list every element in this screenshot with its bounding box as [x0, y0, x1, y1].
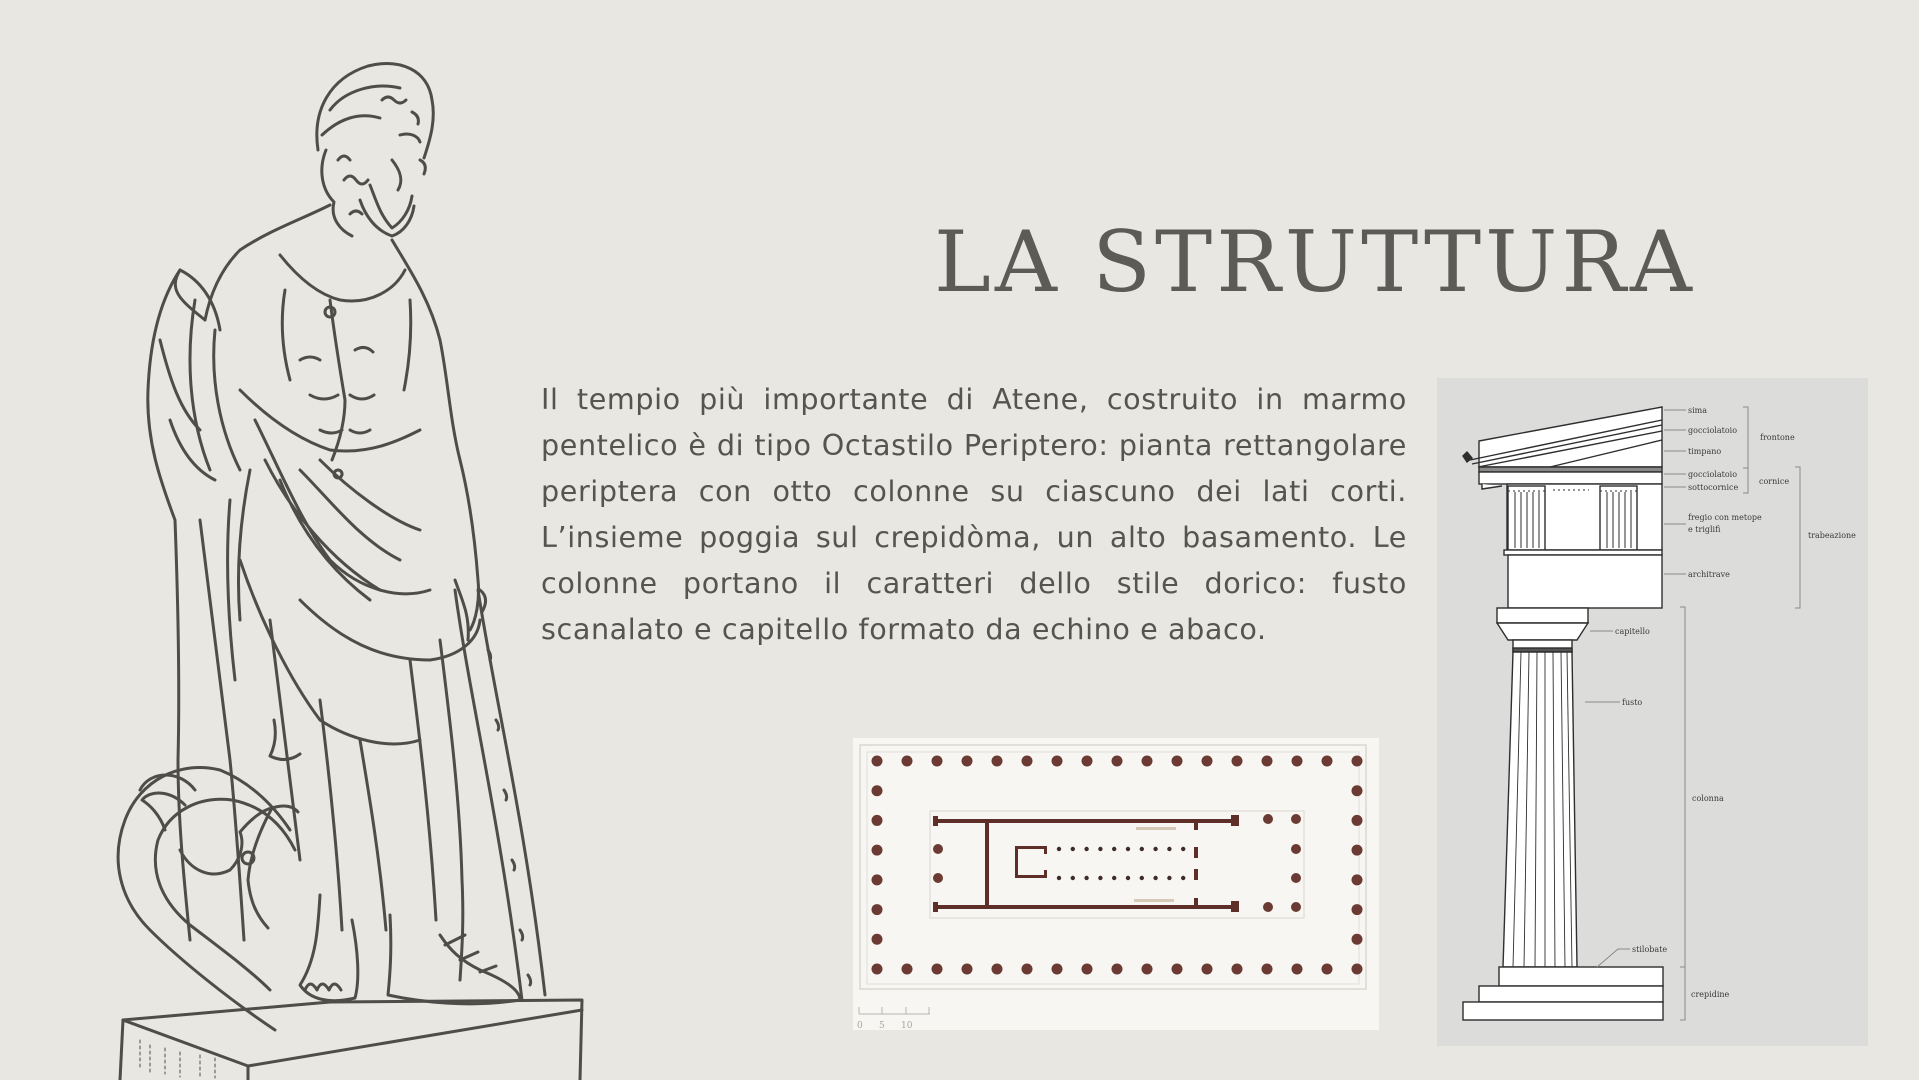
label-timpano: timpano — [1688, 447, 1722, 456]
statue-feet — [300, 895, 520, 1004]
label-capitello: capitello — [1615, 627, 1650, 636]
label-fregio-2: e triglifi — [1688, 525, 1721, 534]
statue-serpent — [118, 767, 298, 1030]
cella-walls — [933, 815, 1239, 912]
slide-title: LA STRUTTURA — [934, 213, 1697, 311]
label-gocciolatoio-2: gocciolatoio — [1688, 470, 1738, 479]
group-colonna: colonna — [1692, 794, 1724, 803]
cella-doorways — [1134, 827, 1176, 902]
statue-staff — [455, 590, 545, 1000]
scale-label-0: 0 — [857, 1021, 863, 1030]
statue-pedestal — [120, 1000, 582, 1080]
group-frontone: frontone — [1760, 433, 1795, 442]
scale-bar — [859, 1007, 930, 1014]
label-fregio-1: fregio con metope — [1688, 513, 1762, 522]
scale-label-10: 10 — [901, 1021, 913, 1030]
label-gocciolatoio-1: gocciolatoio — [1688, 426, 1738, 435]
group-trabeazione: trabeazione — [1808, 531, 1856, 540]
label-sima: sima — [1688, 406, 1708, 415]
floor-plan-drawing — [853, 738, 1379, 1030]
body-paragraph: Il tempio più importante di Atene, costruito in marmo pentelico è di tipo Octastilo Periptero: pianta rettangolare periptera con otto colonne su ciascuno dei lati corti. L’insieme poggia sul crepidòma, un alto basamento. Le colonne portano il caratteri dello stile dorico: fusto scanalato e capitello formato da echino e abaco. — [541, 382, 1407, 646]
inner-colonnade — [1057, 847, 1186, 880]
peristyle-columns — [872, 756, 1363, 975]
label-architrave: architrave — [1688, 570, 1730, 579]
statue-drapery — [148, 270, 480, 980]
label-fusto: fusto — [1622, 698, 1643, 707]
doric-order-drawing — [1437, 378, 1868, 1046]
statue-head — [317, 64, 433, 236]
column-drawing — [1463, 608, 1663, 1020]
label-stilobate: stilobate — [1632, 945, 1668, 954]
group-cornice: cornice — [1759, 477, 1790, 486]
entablature — [1463, 407, 1662, 608]
statue-illustration — [0, 0, 620, 1080]
scale-label-5: 5 — [879, 1021, 885, 1030]
temple-floor-plan — [853, 738, 1379, 1030]
label-sottocornice: sottocornice — [1688, 483, 1739, 492]
group-crepidine: crepidine — [1691, 990, 1730, 999]
doric-order-diagram — [1437, 378, 1868, 1046]
